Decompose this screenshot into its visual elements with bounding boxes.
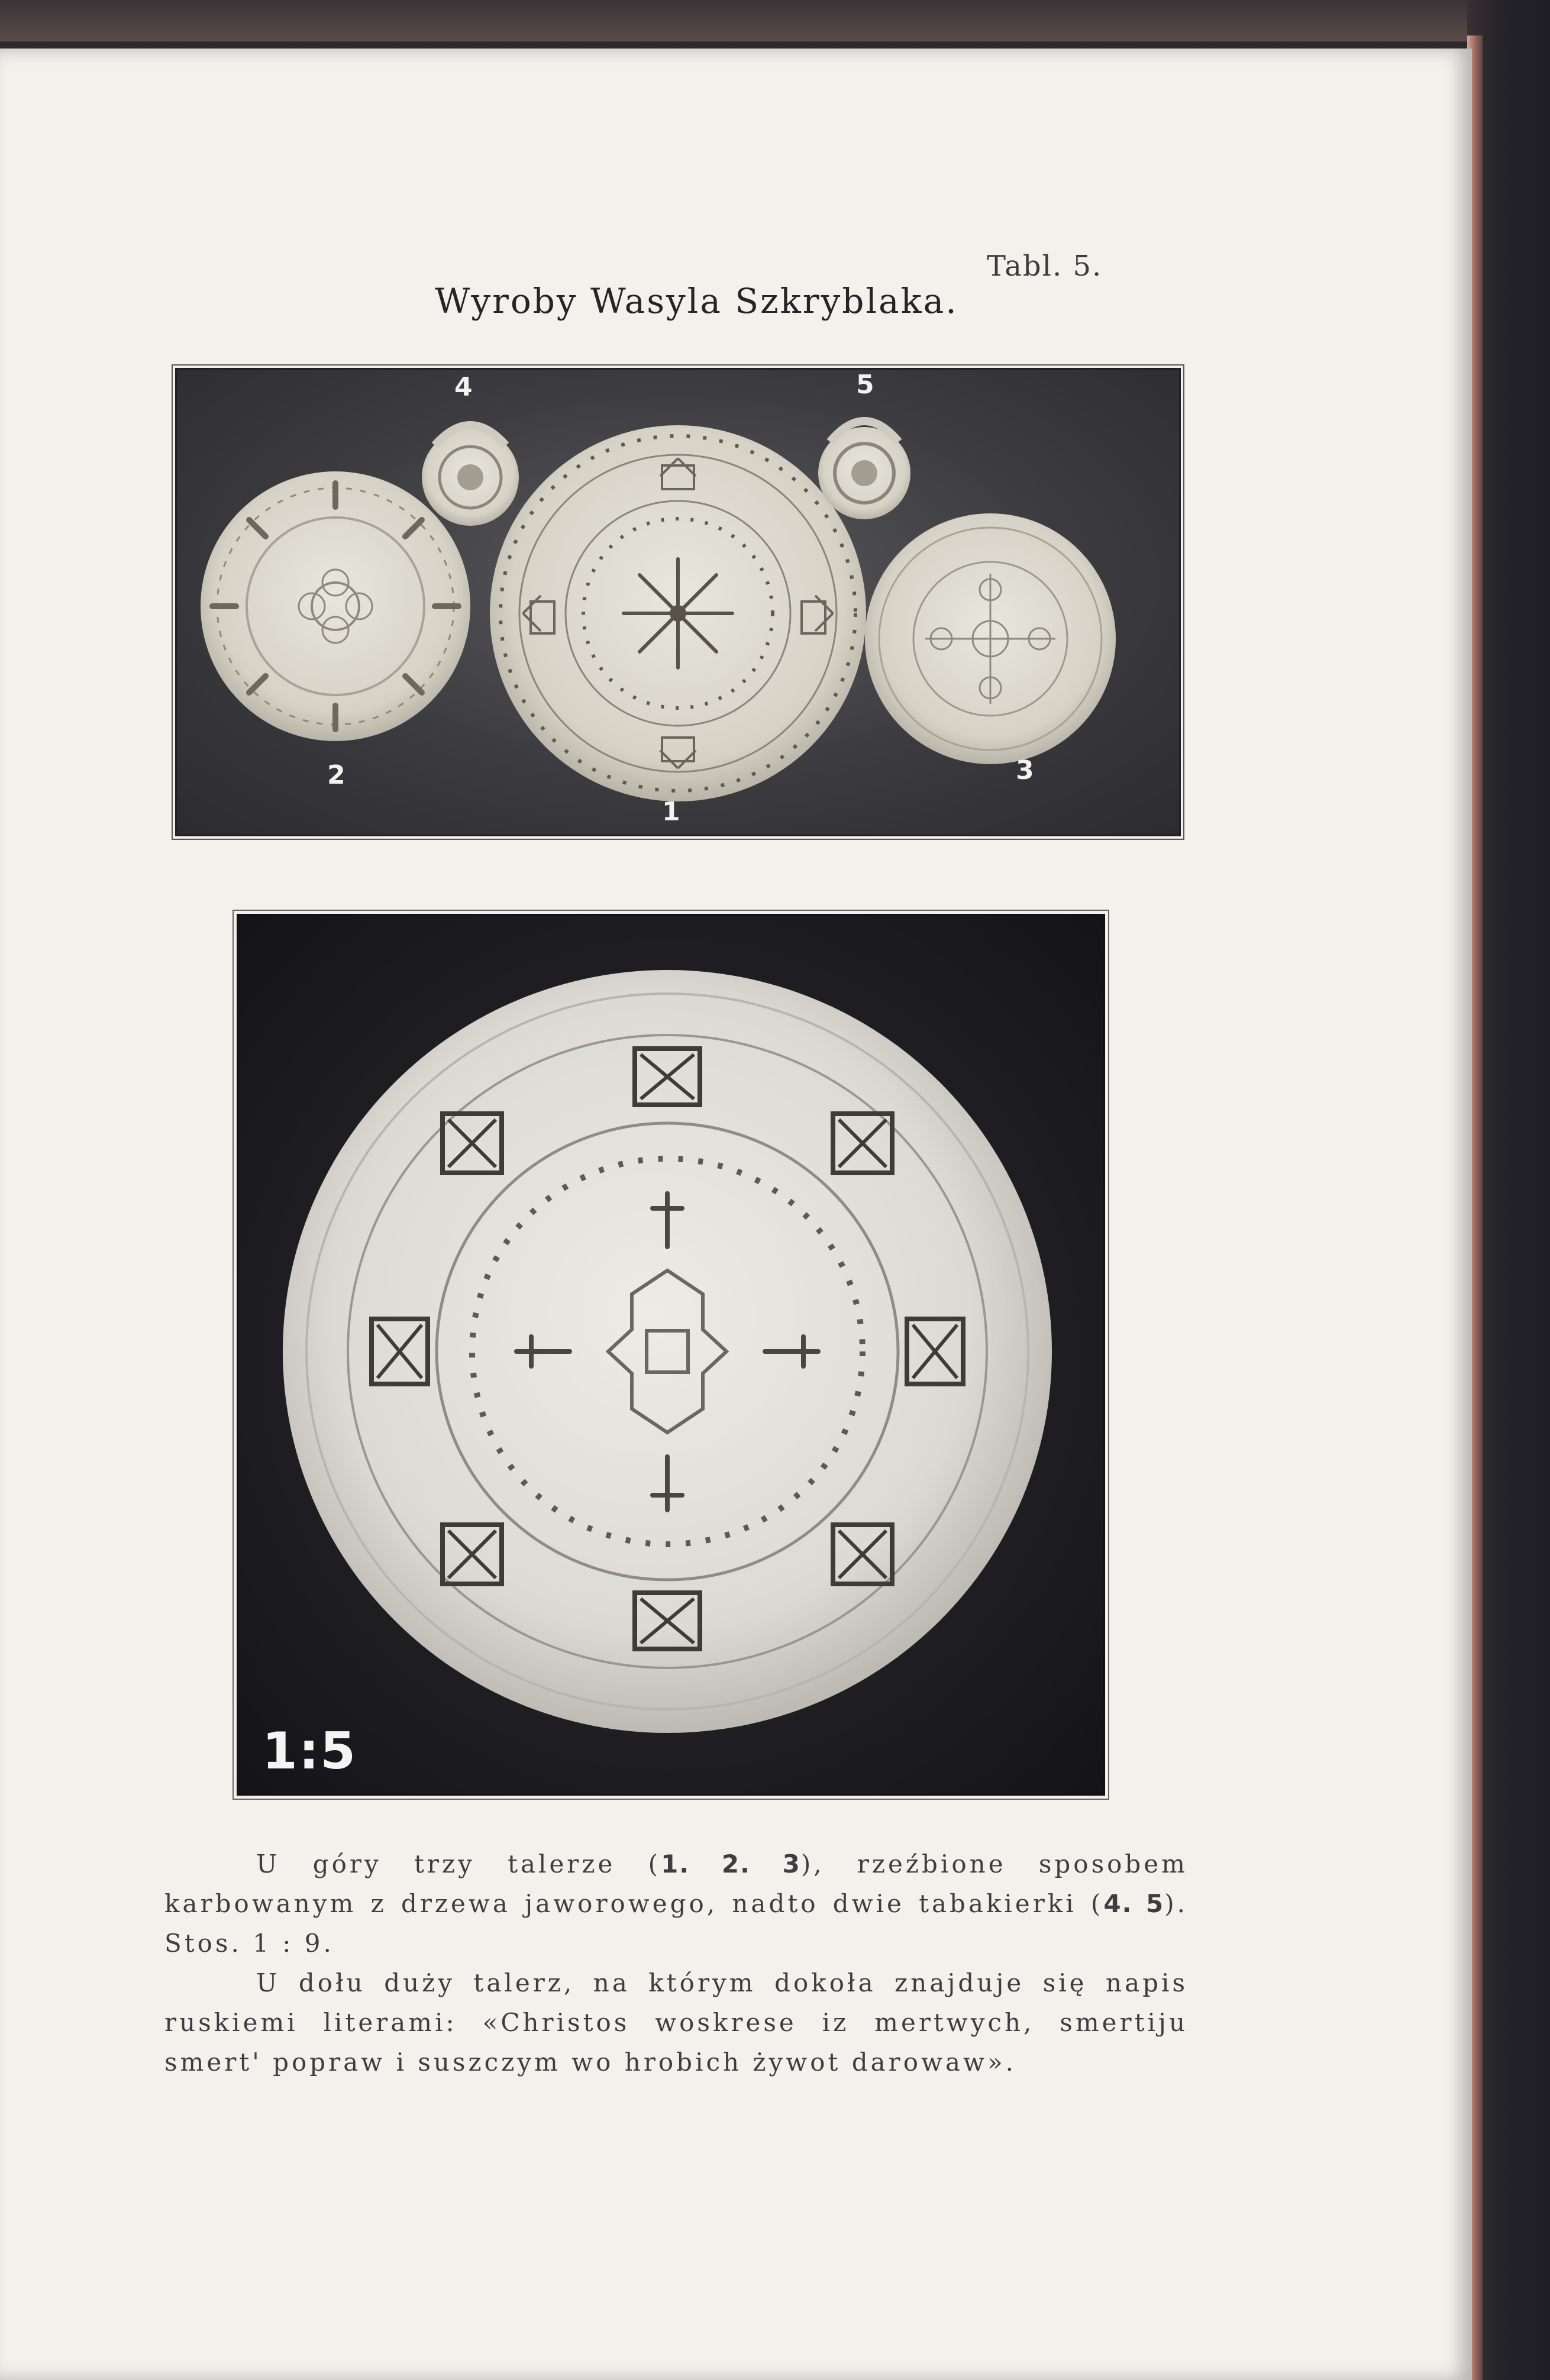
label-box-5: 5: [856, 370, 874, 400]
label-plate-2: 2: [327, 760, 345, 790]
large-plate-image: [283, 970, 1052, 1733]
label-plate-3: 3: [1016, 755, 1034, 785]
scale-label: 1:5: [262, 1722, 357, 1781]
caption-paragraph-1: U góry trzy talerze (1. 2. 3), rzeźbione sposobem karbowanym z drzewa jaworowego, nadto dwie tabakierki (4. 5). Stos. 1 : 9.: [164, 1849, 1188, 1958]
page-title: Wyroby Wasyla Szkryblaka.: [435, 281, 958, 321]
top-photograph: [175, 368, 1181, 836]
plate-3-image: [865, 513, 1116, 764]
snuffbox-4-image: [422, 425, 519, 526]
plate-1-image: [490, 425, 866, 801]
caption-paragraph-2: U dołu duży talerz, na którym dokoła znajduje się napis ruskiemi literami: «Christos woskrese iz mertwych, smertiju smert' popraw i suszczym wo hrobich żywot darowaw».: [164, 1968, 1188, 2077]
label-box-4: 4: [454, 372, 473, 402]
caption: [164, 1844, 1188, 2082]
book-binding-top: [0, 0, 1550, 41]
label-plate-1: 1: [662, 797, 680, 827]
plate-2-image: [201, 471, 470, 741]
plate-number: Tabl. 5.: [987, 250, 1103, 283]
bottom-photograph: [237, 914, 1105, 1796]
snuffbox-5-image: [818, 421, 910, 519]
